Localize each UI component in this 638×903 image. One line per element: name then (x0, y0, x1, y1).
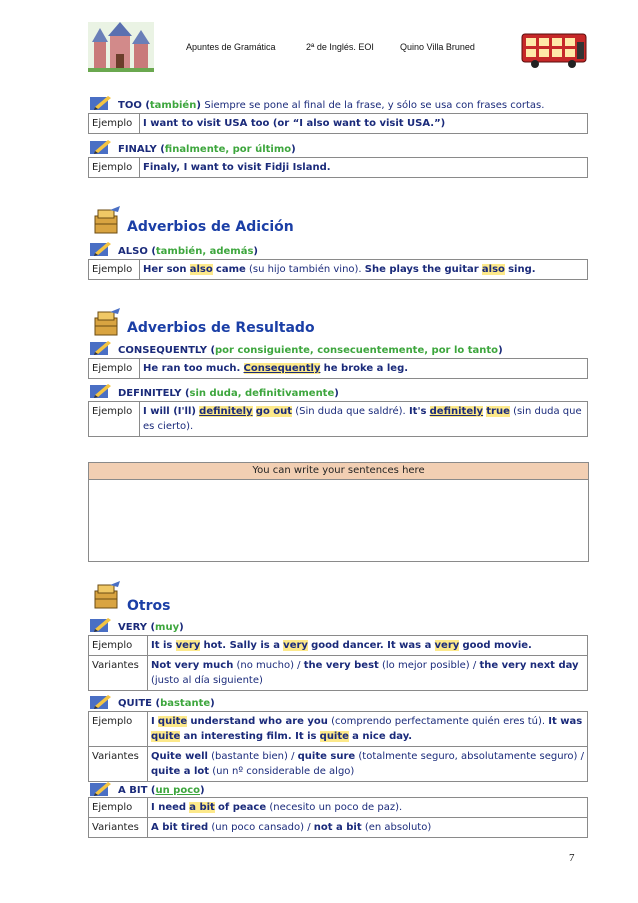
pencil-note-icon (90, 95, 112, 111)
writing-area-label: You can write your sentences here (89, 463, 588, 480)
resultado-heading: Adverbios de Resultado (127, 320, 315, 336)
very-keyword: VERY (118, 622, 147, 633)
pencil-note-icon (90, 340, 112, 356)
header-title: Apuntes de Gramática (186, 42, 276, 52)
too-note: Siempre se pone al final de la frase, y sólo se usa con frases cortas. (204, 100, 545, 111)
too-line: TOO (también) Siempre se pone al final de la frase, y sólo se usa con frases cortas. (118, 100, 545, 111)
too-translation: también (149, 100, 197, 111)
abit-translation: un poco (155, 785, 200, 796)
finaly-line: FINALY (finalmente, por último) (118, 144, 296, 155)
example-label: Ejemplo (89, 798, 148, 818)
pencil-note-icon (90, 383, 112, 399)
quite-translation: bastante (160, 698, 211, 709)
table-row (89, 158, 588, 178)
books-icon (92, 308, 122, 338)
header-course: 2ª de Inglés. EOI (306, 42, 374, 52)
books-icon (92, 581, 122, 611)
also-keyword: ALSO (118, 246, 148, 257)
quite-table (88, 711, 588, 782)
example-label: Ejemplo (89, 636, 148, 656)
too-example-table (88, 113, 588, 134)
consequently-translation: por consiguiente, consecuentemente, por lo tanto (215, 345, 499, 356)
finaly-translation: finalmente, por último (164, 144, 292, 155)
very-variants: Not very much (no mucho) / the very best (lo mejor posible) / the very next day (justo al día siguiente) (148, 656, 588, 691)
definitely-line: DEFINITELY (sin duda, definitivamente) (118, 388, 339, 399)
very-table (88, 635, 588, 691)
example-label: Ejemplo (89, 158, 140, 178)
too-keyword: TOO (118, 100, 142, 111)
pencil-note-icon (90, 241, 112, 257)
pencil-note-icon (90, 694, 112, 710)
adicion-heading: Adverbios de Adición (127, 219, 294, 235)
abit-keyword: A BIT (118, 785, 148, 796)
also-example: Her son also came (su hijo también vino). She plays the guitar also sing. (140, 260, 588, 280)
abit-line: A BIT (un poco) (118, 785, 205, 796)
page-number: 7 (569, 852, 575, 864)
definitely-translation: sin duda, definitivamente (189, 388, 335, 399)
table-row (89, 260, 588, 280)
abit-variants: A bit tired (un poco cansado) / not a bit (en absoluto) (148, 818, 588, 838)
very-line: VERY (muy) (118, 622, 184, 633)
abit-example: I need a bit of peace (necesito un poco de paz). (148, 798, 588, 818)
variants-label: Variantes (89, 656, 148, 691)
quite-line: QUITE (bastante) (118, 698, 215, 709)
too-example: I want to visit USA too (or “I also want to visit USA.”) (140, 114, 588, 134)
example-label: Ejemplo (89, 359, 140, 379)
quite-example: I quite understand who are you (comprendo perfectamente quién eres tú). It was quite an interesting film. It is quite a nice day. (148, 712, 588, 747)
table-row (89, 359, 588, 379)
definitely-keyword: DEFINITELY (118, 388, 182, 399)
abit-table (88, 797, 588, 838)
otros-heading: Otros (127, 598, 171, 614)
table-row (89, 798, 588, 818)
bus-icon (520, 30, 590, 70)
finaly-example-table (88, 157, 588, 178)
consequently-keyword: CONSEQUENTLY (118, 345, 207, 356)
quite-variants: Quite well (bastante bien) / quite sure (totalmente seguro, absolutamente seguro) / quite a lot (un nº considerable de algo) (148, 747, 588, 782)
header-author: Quino Villa Bruned (400, 42, 475, 52)
example-label: Ejemplo (89, 402, 140, 437)
very-example: It is very hot. Sally is a very good dancer. It was a very good movie. (148, 636, 588, 656)
also-line: ALSO (también, además) (118, 246, 258, 257)
table-row (89, 818, 588, 838)
table-row (89, 712, 588, 747)
table-row (89, 656, 588, 691)
variants-label: Variantes (89, 818, 148, 838)
table-row (89, 114, 588, 134)
finaly-example: Finaly, I want to visit Fidji Island. (140, 158, 588, 178)
books-icon (92, 206, 122, 236)
example-label: Ejemplo (89, 712, 148, 747)
pencil-note-icon (90, 617, 112, 633)
castle-icon (88, 22, 154, 72)
table-row (89, 747, 588, 782)
consequently-example-table (88, 358, 588, 379)
pencil-note-icon (90, 139, 112, 155)
finaly-keyword: FINALY (118, 144, 157, 155)
quite-keyword: QUITE (118, 698, 152, 709)
very-translation: muy (155, 622, 180, 633)
pencil-note-icon (90, 781, 112, 797)
definitely-example-table (88, 401, 588, 437)
consequently-example: He ran too much. Consequently he broke a leg. (140, 359, 588, 379)
table-row (89, 402, 588, 437)
also-example-table (88, 259, 588, 280)
example-label: Ejemplo (89, 260, 140, 280)
variants-label: Variantes (89, 747, 148, 782)
example-label: Ejemplo (89, 114, 140, 134)
also-translation: también, además (155, 246, 254, 257)
table-row (89, 636, 588, 656)
definitely-example: I will (I'll) definitely go out (Sin duda que saldré). It's definitely true (sin duda que es cierto). (140, 402, 588, 437)
writing-area[interactable] (88, 462, 589, 562)
consequently-line: CONSEQUENTLY (por consiguiente, consecuentemente, por lo tanto) (118, 345, 503, 356)
